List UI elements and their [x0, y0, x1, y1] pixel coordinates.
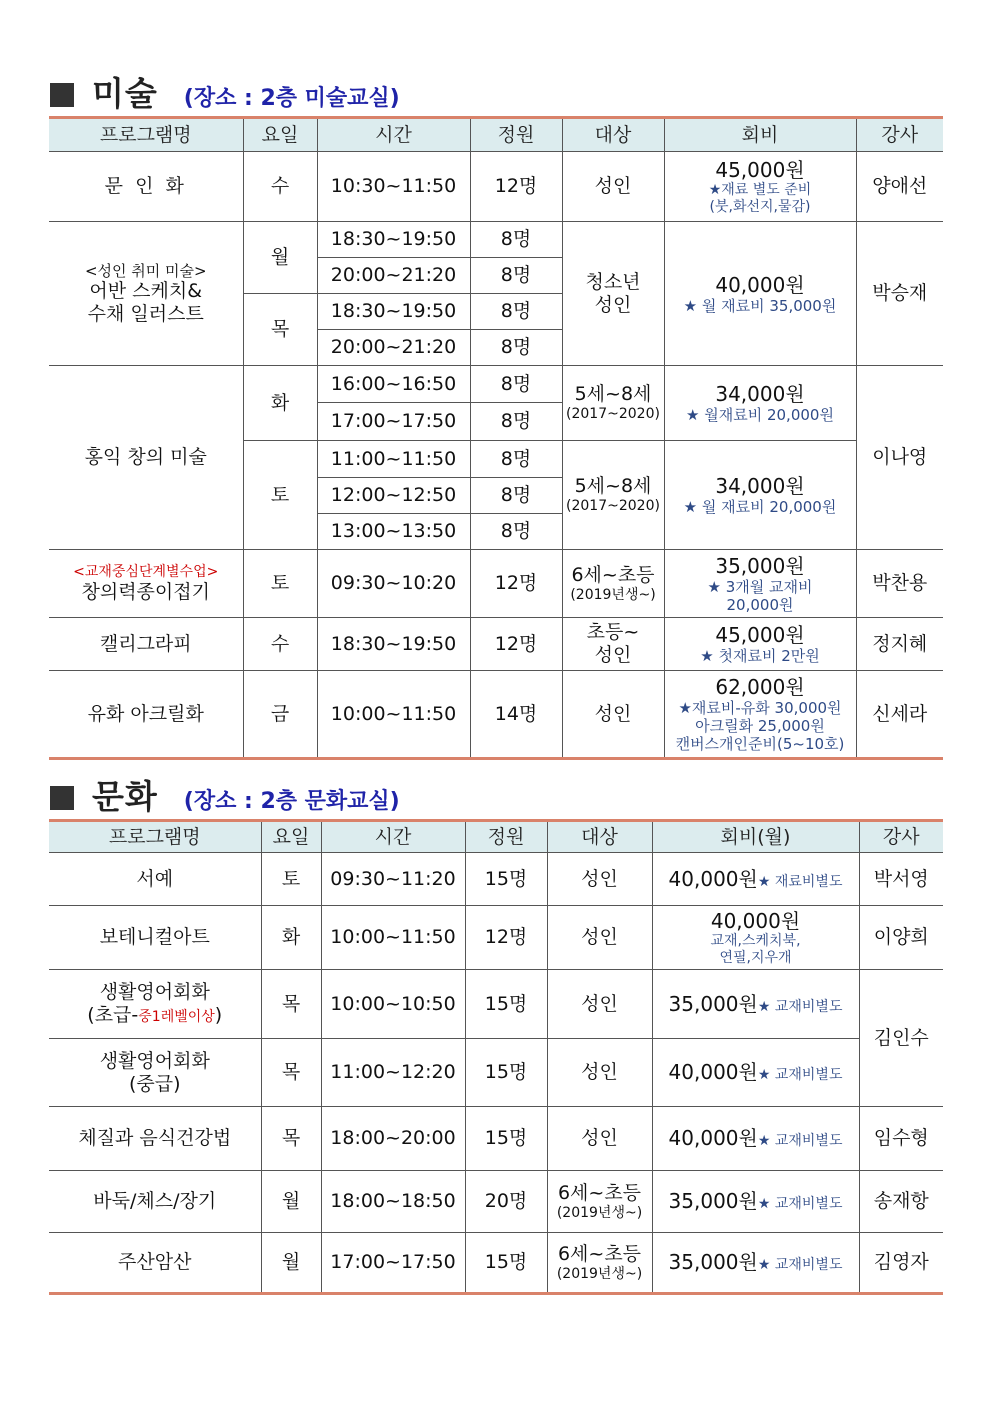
table-row	[49, 152, 943, 222]
header-cell: 대상	[547, 821, 652, 853]
fee-cell	[664, 441, 856, 550]
culture-section-header	[50, 771, 400, 818]
table-row	[49, 366, 943, 403]
program-name: 체질과 음식건강법	[49, 1107, 261, 1171]
header-cell: 정원	[470, 118, 562, 152]
program-name-line: 수채 일러스트	[87, 302, 204, 325]
capacity: 12명	[465, 906, 547, 970]
target-line: 6세~초등	[557, 1181, 642, 1204]
header-cell: 회비	[664, 118, 856, 152]
day: 월	[261, 1233, 321, 1294]
fee-cell	[652, 853, 859, 906]
program-name-line: 생활영어회화	[99, 1049, 210, 1072]
fee-note: (붓,화선지,물감)	[709, 198, 811, 215]
program-name: 서예	[49, 853, 261, 906]
fee-note: 연필,지우개	[719, 949, 792, 966]
capacity: 8명	[470, 441, 562, 478]
fee: 35,000원	[668, 1250, 758, 1275]
fee: 45,000원	[715, 157, 805, 182]
fee-cell	[664, 152, 856, 222]
teacher: 송재항	[859, 1171, 943, 1233]
capacity: 8명	[470, 330, 562, 366]
fee: 40,000원	[668, 1060, 758, 1085]
capacity: 8명	[470, 222, 562, 258]
culture-table	[49, 819, 943, 1295]
time: 18:30~19:50	[317, 618, 470, 671]
time: 18:30~19:50	[317, 294, 470, 330]
table-header-row	[49, 118, 943, 152]
program-name	[49, 1039, 261, 1107]
target	[547, 1233, 652, 1294]
header-cell: 요일	[243, 118, 317, 152]
fee-cell	[652, 1233, 859, 1294]
table-row	[49, 853, 943, 906]
capacity: 8명	[470, 478, 562, 514]
teacher: 신세라	[856, 671, 943, 759]
capacity: 8명	[470, 403, 562, 441]
teacher: 임수형	[859, 1107, 943, 1171]
capacity: 15명	[465, 853, 547, 906]
teacher: 정지혜	[856, 618, 943, 671]
target: 성인	[547, 1039, 652, 1107]
header-cell: 프로그램명	[49, 118, 243, 152]
capacity: 15명	[465, 1107, 547, 1171]
day: 수	[243, 152, 317, 222]
art-table	[49, 116, 943, 760]
day: 화	[243, 366, 317, 441]
capacity: 15명	[465, 1233, 547, 1294]
table-row	[49, 1039, 943, 1107]
header-cell: 프로그램명	[49, 821, 261, 853]
time: 11:00~12:20	[321, 1039, 465, 1107]
capacity: 8명	[470, 294, 562, 330]
fee: 45,000원	[715, 623, 805, 647]
teacher: 박승재	[856, 222, 943, 366]
fee-note: ★재료 별도 준비	[708, 181, 812, 198]
table-header-row	[49, 821, 943, 853]
capacity: 20명	[465, 1171, 547, 1233]
header-cell: 회비(월)	[652, 821, 859, 853]
fee-cell	[664, 366, 856, 441]
target-line: (2019년생~)	[570, 586, 656, 603]
time: 17:00~17:50	[321, 1233, 465, 1294]
day: 목	[261, 970, 321, 1039]
target-line: 6세~초등	[571, 563, 655, 586]
header-cell: 대상	[562, 118, 664, 152]
teacher: 김인수	[859, 970, 943, 1107]
fee-note: 아크릴화 25,000원	[695, 717, 825, 735]
program-level	[49, 1004, 261, 1027]
target-line: (2019년생~)	[556, 1265, 643, 1282]
table-row	[49, 1107, 943, 1171]
program-name: 유화 아크릴화	[49, 671, 243, 759]
header-cell: 강사	[859, 821, 943, 853]
fee: 40,000원	[668, 1126, 758, 1151]
program-name: 홍익 창의 미술	[49, 366, 243, 550]
teacher: 양애선	[856, 152, 943, 222]
time: 10:00~10:50	[321, 970, 465, 1039]
program-name-line: 창의력종이접기	[81, 580, 210, 603]
capacity: 15명	[465, 970, 547, 1039]
time: 18:30~19:50	[317, 222, 470, 258]
fee-note: ★ 교재비별도	[757, 1257, 843, 1274]
fee: 40,000원	[715, 272, 805, 297]
program-name	[49, 970, 261, 1039]
section-place: (장소 : 2층 문화교실)	[183, 789, 400, 814]
fee-note: ★ 첫재료비 2만원	[700, 647, 820, 665]
header-cell: 요일	[261, 821, 321, 853]
day: 월	[243, 222, 317, 294]
capacity: 12명	[470, 618, 562, 671]
day: 월	[261, 1171, 321, 1233]
fee-note: ★ 교재비별도	[757, 1133, 843, 1150]
fee-note: ★ 월재료비 20,000원	[686, 406, 834, 424]
teacher: 김영자	[859, 1233, 943, 1294]
capacity: 12명	[470, 550, 562, 618]
level-text: (초급-	[87, 1004, 139, 1026]
day: 토	[243, 550, 317, 618]
time: 13:00~13:50	[317, 514, 470, 550]
header-cell: 시간	[321, 821, 465, 853]
teacher: 이나영	[856, 366, 943, 550]
program-name-line: 생활영어회화	[99, 981, 210, 1004]
fee: 40,000원	[668, 866, 758, 891]
target	[562, 366, 664, 441]
section-title: 미술	[92, 74, 158, 113]
time: 17:00~17:50	[317, 403, 470, 441]
fee-cell	[652, 1171, 859, 1233]
fee: 34,000원	[715, 474, 805, 498]
target	[547, 1171, 652, 1233]
table-row	[49, 222, 943, 258]
table-row	[49, 1171, 943, 1233]
fee-cell	[664, 671, 856, 759]
target-line: 초등~	[586, 621, 640, 644]
time: 16:00~16:50	[317, 366, 470, 403]
day: 토	[261, 853, 321, 906]
art-section-header	[50, 68, 400, 115]
level-requirement: 중1레벨이상	[138, 1009, 215, 1025]
program-name: 주산암산	[49, 1233, 261, 1294]
day: 목	[261, 1039, 321, 1107]
target	[562, 222, 664, 366]
target	[562, 618, 664, 671]
table-row	[49, 970, 943, 1039]
fee: 35,000원	[668, 1189, 758, 1214]
target: 성인	[547, 970, 652, 1039]
target-line: (2019년생~)	[556, 1204, 643, 1221]
table-row	[49, 1233, 943, 1294]
fee-note: ★ 재료비별도	[757, 873, 843, 890]
target: 성인	[547, 906, 652, 970]
fee-note: ★ 월 재료비 35,000원	[683, 296, 837, 315]
capacity: 8명	[470, 514, 562, 550]
fee: 35,000원	[715, 553, 805, 578]
day: 화	[261, 906, 321, 970]
teacher: 이양희	[859, 906, 943, 970]
capacity: 8명	[470, 258, 562, 294]
header-cell: 강사	[856, 118, 943, 152]
fee: 62,000원	[715, 675, 805, 699]
day: 토	[243, 441, 317, 550]
fee-note: ★ 교재비별도	[757, 1196, 843, 1213]
square-bullet-icon	[50, 786, 74, 810]
program-level: (중급)	[128, 1072, 181, 1095]
table-row	[49, 618, 943, 671]
program-name: 보테니컬아트	[49, 906, 261, 970]
fee-cell	[664, 618, 856, 671]
program-name	[49, 222, 243, 366]
target: 성인	[547, 1107, 652, 1171]
target	[562, 550, 664, 618]
day: 금	[243, 671, 317, 759]
fee-note: 교재,스케치북,	[710, 932, 801, 949]
capacity: 14명	[470, 671, 562, 759]
time: 09:30~11:20	[321, 853, 465, 906]
day: 목	[261, 1107, 321, 1171]
fee: 34,000원	[715, 382, 805, 406]
program-name-line: 어반 스케치&	[89, 279, 203, 302]
fee: 40,000원	[710, 908, 801, 933]
time: 09:30~10:20	[317, 550, 470, 618]
target: 성인	[562, 671, 664, 759]
time: 18:00~18:50	[321, 1171, 465, 1233]
time: 10:00~11:50	[317, 671, 470, 759]
fee-cell	[652, 970, 859, 1039]
fee-cell	[652, 1107, 859, 1171]
program-subtitle: <성인 취미 미술>	[84, 261, 207, 280]
fee-cell	[664, 550, 856, 618]
target-line: 성인	[594, 644, 632, 666]
time: 12:00~12:50	[317, 478, 470, 514]
table-row	[49, 906, 943, 970]
target-line: (2017~2020)	[566, 498, 660, 514]
square-bullet-icon	[50, 83, 74, 107]
fee: 35,000원	[668, 991, 758, 1016]
table-row	[49, 550, 943, 618]
fee-note: 20,000원	[726, 595, 794, 614]
target-line: 5세~8세	[574, 475, 652, 498]
program-name: 문 인 화	[49, 152, 243, 222]
capacity: 12명	[470, 152, 562, 222]
time: 11:00~11:50	[317, 441, 470, 478]
fee-note: ★ 3개월 교재비	[707, 577, 813, 596]
target	[562, 441, 664, 550]
header-cell: 정원	[465, 821, 547, 853]
fee-cell	[664, 222, 856, 366]
fee-note: 캔버스개인준비(5~10호)	[675, 735, 845, 753]
target-line: 성인	[594, 293, 632, 316]
target-line: 6세~초등	[557, 1242, 642, 1265]
target-line: 청소년	[585, 270, 641, 293]
time: 20:00~21:20	[317, 330, 470, 366]
time: 10:30~11:50	[317, 152, 470, 222]
target: 성인	[547, 853, 652, 906]
section-place: (장소 : 2층 미술교실)	[183, 86, 400, 111]
program-subtitle: <교재중심단계별수업>	[73, 563, 219, 580]
program-name: 바둑/체스/장기	[49, 1171, 261, 1233]
day: 수	[243, 618, 317, 671]
fee-note: ★ 교재비별도	[757, 998, 843, 1015]
time: 10:00~11:50	[321, 906, 465, 970]
target-line: (2017~2020)	[566, 406, 660, 422]
fee-cell	[652, 906, 859, 970]
header-cell: 시간	[317, 118, 470, 152]
level-text: )	[214, 1004, 223, 1026]
target: 성인	[562, 152, 664, 222]
fee-cell	[652, 1039, 859, 1107]
capacity: 15명	[465, 1039, 547, 1107]
teacher: 박서영	[859, 853, 943, 906]
capacity: 8명	[470, 366, 562, 403]
fee-note: ★재료비-유화 30,000원	[678, 699, 842, 717]
program-name	[49, 550, 243, 618]
target-line: 5세~8세	[574, 383, 652, 406]
program-name: 캘리그라피	[49, 618, 243, 671]
time: 18:00~20:00	[321, 1107, 465, 1171]
fee-note: ★ 교재비별도	[757, 1067, 843, 1084]
teacher: 박찬용	[856, 550, 943, 618]
fee-note: ★ 월 재료비 20,000원	[683, 498, 837, 516]
day: 목	[243, 294, 317, 366]
table-row	[49, 671, 943, 759]
time: 20:00~21:20	[317, 258, 470, 294]
section-title: 문화	[92, 777, 158, 816]
